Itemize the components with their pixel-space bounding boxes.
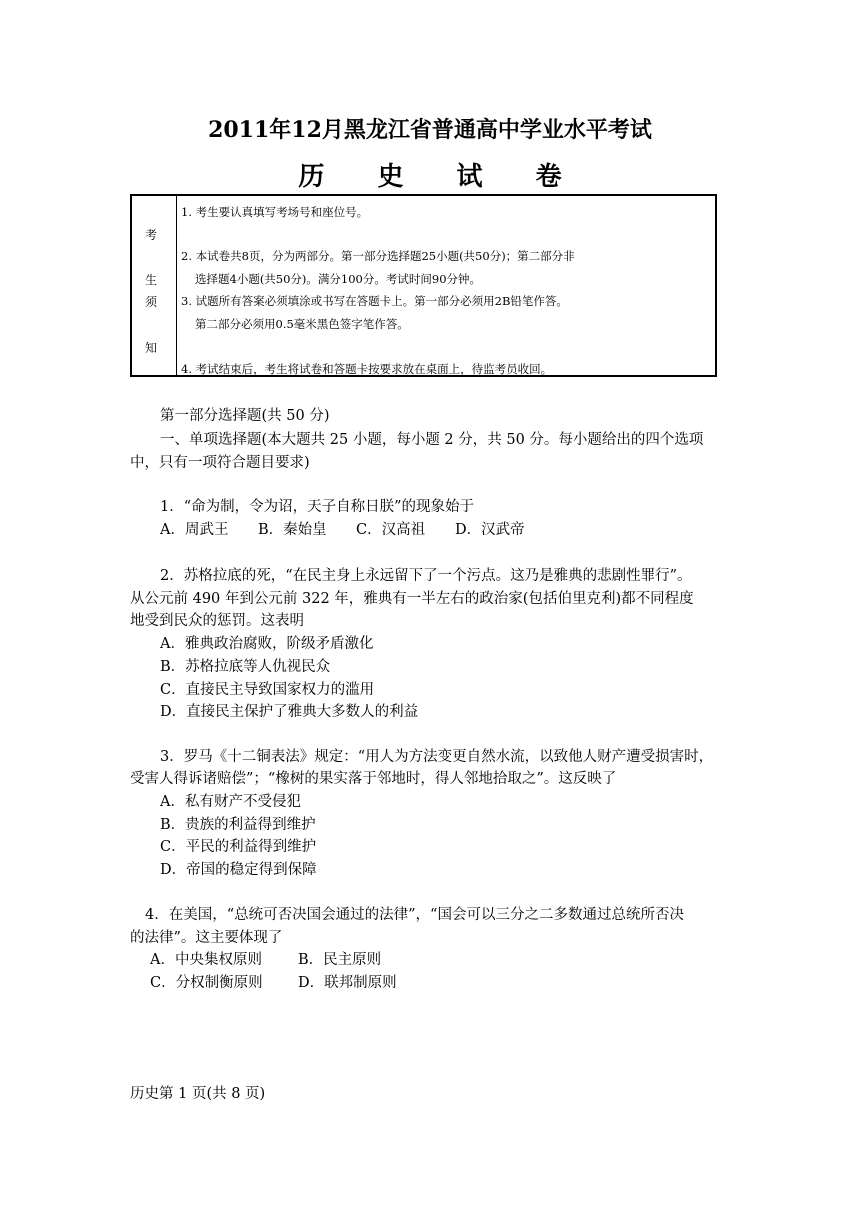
question-1-option-a: A．周武王 [160, 522, 229, 538]
notice-line-5: 第二部分必须用0.5毫米黑色签字笔作答。 [195, 317, 409, 331]
notice-side-label-1: 考 [145, 228, 158, 242]
question-1-stem: 1．“命为制，令为诏，天子自称日朕”的现象始于 [160, 499, 475, 515]
question-4-option-c: C．分权制衡原则 [150, 975, 263, 991]
question-1-option-d: D．汉武帝 [455, 522, 525, 538]
notice-line-2: 2. 本试卷共8页，分为两部分。第一部分选择题25小题(共50分)；第二部分非 [181, 249, 575, 263]
question-3-option-b: B．贵族的利益得到维护 [160, 817, 316, 833]
section-heading: 第一部分选择题(共 50 分) [160, 408, 330, 424]
question-1-option-c: C．汉高祖 [356, 522, 426, 538]
question-4-option-b: B．民主原则 [298, 952, 382, 968]
notice-side-label-3: 须 [145, 295, 158, 309]
question-2-option-d: D．直接民主保护了雅典大多数人的利益 [160, 704, 419, 720]
exam-subtitle: 历 史 试 卷 [298, 162, 584, 192]
question-3-stem-line-1: 3．罗马《十二铜表法》规定：“用人为方法变更自然水流，以致他人财产遭受损害时， [160, 749, 714, 765]
notice-line-4: 3. 试题所有答案必须填涂或书写在答题卡上。第一部分必须用2B铅笔作答。 [181, 294, 568, 308]
question-3-option-d: D．帝国的稳定得到保障 [160, 862, 317, 878]
question-4-option-d: D．联邦制原则 [298, 975, 397, 991]
question-2-option-c: C．直接民主导致国家权力的滥用 [160, 682, 375, 698]
question-2-option-a: A．雅典政治腐败，阶级矛盾激化 [160, 636, 374, 652]
question-3-option-c: C．平民的利益得到维护 [160, 839, 317, 855]
question-3-option-a: A．私有财产不受侵犯 [160, 794, 301, 810]
section-instruction-2: 中，只有一项符合题目要求) [130, 455, 310, 471]
question-4-stem-line-2: 的法律”。这主要体现了 [130, 930, 283, 946]
notice-line-3: 选择题4小题(共50分)。满分100分。考试时间90分钟。 [195, 272, 482, 286]
notice-divider [176, 196, 177, 376]
page-footer: 历史第 1 页(共 8 页) [130, 1086, 266, 1102]
notice-side-label-4: 知 [145, 341, 158, 355]
question-3-stem-line-2: 受害人得诉诸赔偿”；“橡树的果实落于邻地时，得人邻地拾取之”。这反映了 [130, 771, 617, 787]
section-instruction-1: 一、单项选择题(本大题共 25 小题，每小题 2 分，共 50 分。每小题给出的四个选项 [160, 432, 704, 448]
question-4-option-a: A．中央集权原则 [150, 952, 262, 968]
notice-line-6: 4. 考试结束后，考生将试卷和答题卡按要求放在桌面上，待监考员收回。 [181, 362, 553, 376]
exam-title: 2011年12月黑龙江省普通高中学业水平考试 [208, 117, 652, 143]
question-2-stem-line-3: 地受到民众的惩罚。这表明 [130, 613, 304, 629]
question-4-stem-line-1: 4．在美国，“总统可否决国会通过的法律”，“国会可以三分之二多数通过总统所否决 [145, 907, 684, 923]
question-2-stem-line-2: 从公元前 490 年到公元前 322 年，雅典有一半左右的政治家(包括伯里克利)都不同程度 [130, 591, 694, 607]
notice-side-label-2: 生 [145, 273, 158, 287]
question-2-option-b: B．苏格拉底等人仇视民众 [160, 659, 331, 675]
question-1-option-b: B．秦始皇 [258, 522, 327, 538]
question-2-stem-line-1: 2．苏格拉底的死，“在民主身上永远留下了一个污点。这乃是雅典的悲剧性罪行”。 [160, 568, 692, 584]
notice-line-1: 1. 考生要认真填写考场号和座位号。 [181, 205, 369, 219]
